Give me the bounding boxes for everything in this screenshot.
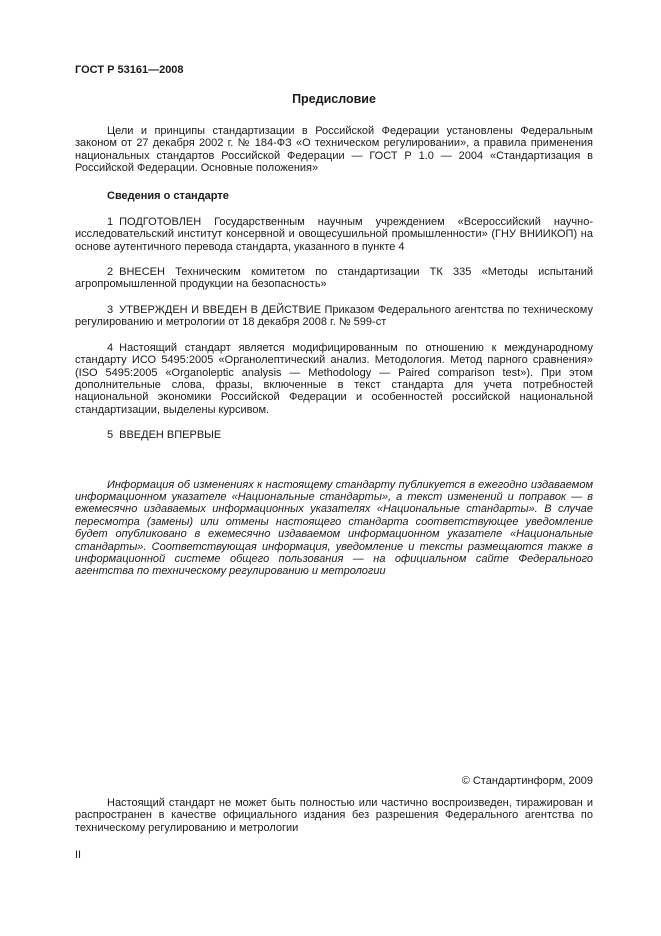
item-text: ПОДГОТОВЛЕН Государственным научным учреждением «Всероссийский научно-исследовательский институт консервной и овощесушильной промышленности» (ГНУ ВНИИКОП) на основе аутентичного перевода стандарта, указанного в пункте 4 (75, 215, 593, 253)
item-number: 2 (107, 266, 114, 279)
item-number: 3 (107, 303, 114, 316)
page-title: Предисловие (292, 92, 376, 107)
intro-paragraph: Цели и принципы стандартизации в Российской Федерации установлены Федеральным законом от 27 декабря 2002 г. № 184-ФЗ «О техническом регулировании», а правила применения национальных стандартов Российской Федерации — ГОСТ Р 1.0 — 2004 «Стандартизация в Российской Федерации. Основные положения» (75, 124, 593, 175)
standard-item-3 (75, 304, 593, 329)
item-text: Настоящий стандарт является модифицированным по отношению к международному стандарту ИСО 5495:2005 «Органолептический анализ. Методология. Метод парного сравнения» (ISO 5495:2005 «Organoleptic analysis — Methodology — Paired comparison test»). При этом дополнительные слова, фразы, включенные в текст стандарта для учета потребностей национальной экономики Российской Федерации и особенностей российской национальной стандартизации, выделены курсивом. (75, 341, 593, 416)
changes-notice: Информация об изменениях к настоящему стандарту публикуется в ежегодно издаваемом информационном указателе «Национальные стандарты», а текст изменений и поправок — в ежемесячно издаваемых информационных указателях «Национальные стандарты». В случае пересмотра (замены) или отмены настоящего стандарта соответствующее уведомление будет опубликовано в ежемесячно издаваемом информационном указателе «Национальные стандарты». Соответствующая информация, уведомление и тексты размещаются также в информационной системе общего пользования — на официальном сайте Федерального агентства по техническому регулированию и метрологии (75, 478, 593, 578)
copyright-line: © Стандартинформ, 2009 (461, 775, 593, 787)
item-number: 1 (107, 215, 114, 228)
doc-code: ГОСТ Р 53161—2008 (75, 64, 184, 76)
standard-item-1 (75, 216, 593, 253)
page-number: II (75, 849, 82, 861)
page-content (75, 64, 593, 578)
standard-item-4 (75, 342, 593, 416)
item-number: 5 (107, 429, 114, 442)
section-heading: Сведения о стандарте (107, 190, 229, 203)
item-text: УТВЕРЖДЕН И ВВЕДЕН В ДЕЙСТВИЕ Приказом Федерального агентства по техническому регулированию и метрологии от 18 декабря 2008 г. № 599-ст (75, 303, 593, 329)
item-text: ВНЕСЕН Техническим комитетом по стандартизации ТК 335 «Методы испытаний агропромышленной продукции на безопасность» (75, 266, 593, 291)
item-text: ВВЕДЕН ВПЕРВЫЕ (119, 429, 222, 442)
standard-item-5 (75, 429, 593, 441)
standard-item-2 (75, 266, 593, 291)
item-number: 4 (107, 341, 114, 354)
reproduction-restriction: Настоящий стандарт не может быть полностью или частично воспроизведен, тиражирован и распространен в качестве официального издания без разрешения Федерального агентства по техническому регулированию и метрологии (75, 797, 593, 834)
